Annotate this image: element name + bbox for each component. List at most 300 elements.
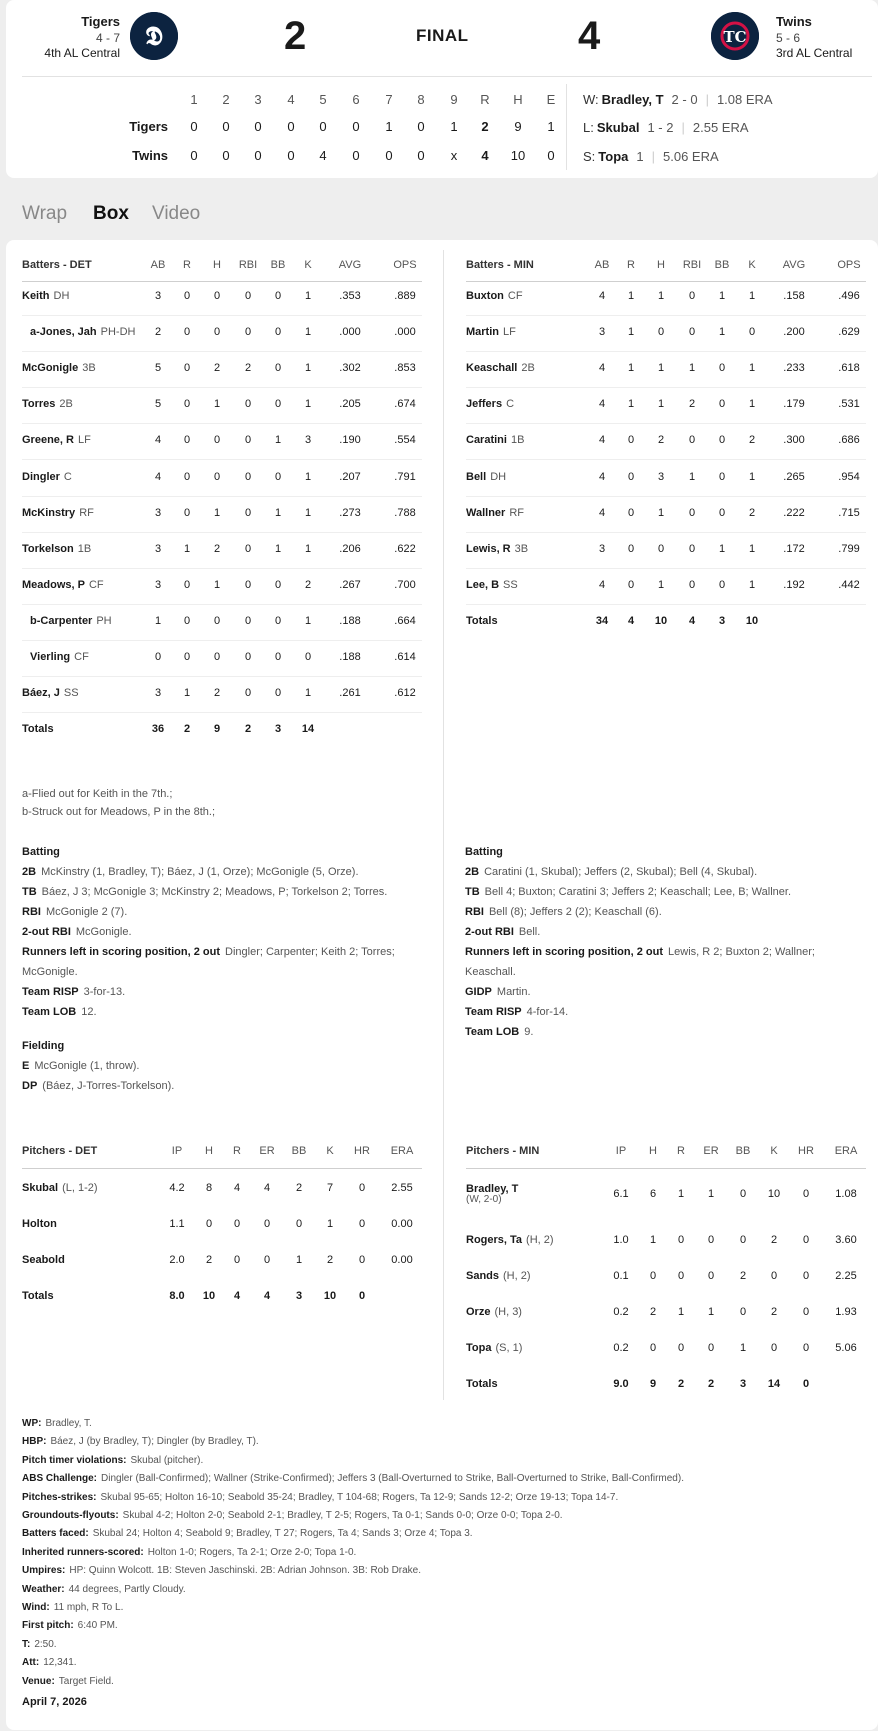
- pitcher-name[interactable]: [466, 1270, 531, 1282]
- pitcher-name-text[interactable]: Topa: [466, 1342, 492, 1354]
- batter-stat-cell: 2: [213, 542, 221, 555]
- decision-era: 2.55 ERA: [692, 120, 749, 135]
- batter-stat-cell: 0: [183, 290, 191, 302]
- row-rule: [22, 351, 422, 352]
- pitcher-name-text[interactable]: Bradley, T: [466, 1183, 519, 1195]
- scoreboard-card: [6, 0, 878, 178]
- linescore-cell: 1: [547, 119, 555, 134]
- linescore-header: 8: [417, 92, 425, 107]
- pitchers-column-header[interactable]: R: [677, 1145, 685, 1157]
- batter-stat-cell: 0: [183, 651, 191, 663]
- box-score-card: [6, 240, 878, 1730]
- batter-name[interactable]: [22, 398, 73, 410]
- batter-stat-cell: .799: [838, 542, 860, 555]
- game-info-line: [22, 1492, 618, 1503]
- batter-stat-cell: 0: [274, 614, 282, 627]
- pitcher-stat-cell: 0: [649, 1342, 657, 1354]
- batter-stat-cell: 2: [304, 578, 312, 591]
- batter-stat-cell: .302: [339, 362, 361, 375]
- batter-stat-cell: .622: [394, 542, 416, 555]
- game-info-text: Skubal 95-65; Holton 16-10; Seabold 35-24; Bradley, T 104-68; Rogers, Ta 12-9; Sands 12-2; Orze 19-13; Topa 14-7.: [100, 1491, 619, 1503]
- batter-stat-cell: 0: [154, 651, 162, 663]
- batters-column-header[interactable]: K: [304, 259, 312, 271]
- batter-position: CF: [74, 651, 89, 663]
- note-line: [465, 902, 662, 922]
- decision-separator: |: [705, 92, 709, 107]
- pitcher-stat-cell: 8: [205, 1182, 213, 1194]
- batter-stat-cell: .496: [838, 290, 860, 302]
- batter-name-text[interactable]: Torres: [22, 398, 56, 411]
- batter-name-text[interactable]: Greene, R: [22, 434, 74, 447]
- batter-stat-cell: 1: [748, 362, 756, 375]
- batter-stat-cell: 1: [304, 326, 312, 339]
- column-divider: [443, 250, 444, 1400]
- game-info-line: [22, 1657, 77, 1668]
- batter-stat-cell: .353: [339, 290, 361, 302]
- batter-stat-cell: 0: [244, 290, 252, 302]
- batters-column-header[interactable]: RBI: [682, 259, 702, 271]
- batter-name-text[interactable]: Jeffers: [466, 398, 503, 411]
- decision-label: L:: [583, 120, 594, 135]
- batter-name[interactable]: [466, 434, 524, 446]
- batter-stat-cell: 0: [748, 326, 756, 339]
- batters-column-header[interactable]: H: [657, 259, 665, 271]
- pitchers-column-header[interactable]: BB: [291, 1145, 307, 1157]
- batter-stat-cell: 1: [718, 290, 726, 302]
- batter-stat-cell: 0: [183, 326, 191, 339]
- batter-stat-cell: 1: [304, 687, 312, 700]
- pitchers-column-header[interactable]: H: [205, 1145, 213, 1157]
- batter-stat-cell: 0: [627, 542, 635, 555]
- linescore-cell: x: [450, 148, 458, 163]
- batter-name-text[interactable]: Dingler: [22, 470, 60, 483]
- pitcher-stat-cell: 0: [263, 1254, 271, 1266]
- batter-position: 1B: [510, 434, 525, 447]
- pitcher-stat-cell: 0: [295, 1218, 303, 1230]
- pitcher-name[interactable]: [466, 1234, 554, 1246]
- batter-name[interactable]: [466, 362, 535, 374]
- batter-name[interactable]: [466, 507, 524, 519]
- batter-stat-cell: 4: [154, 470, 162, 483]
- batter-name[interactable]: [466, 290, 523, 302]
- pitchers-column-header[interactable]: IP: [615, 1145, 627, 1157]
- note-text: Bell.: [518, 926, 541, 938]
- batters-column-header[interactable]: RBI: [238, 259, 258, 271]
- batter-name[interactable]: [466, 579, 518, 591]
- pitchers-column-header[interactable]: IP: [171, 1145, 183, 1157]
- note-label: Team RISP: [22, 986, 79, 998]
- batter-stat-cell: 0: [244, 542, 252, 555]
- pitcher-stat-cell: 0: [770, 1342, 778, 1354]
- linescore-header: E: [546, 92, 556, 107]
- batter-name-text[interactable]: McKinstry: [22, 506, 76, 519]
- batter-stat-cell: 0: [244, 651, 252, 663]
- pitchers-totals-cell: 0: [802, 1378, 810, 1390]
- pitcher-stat-cell: 0: [802, 1342, 810, 1354]
- batters-column-header[interactable]: K: [748, 259, 756, 271]
- game-info-text: Skubal 24; Holton 4; Seabold 9; Bradley, T 27; Rogers, Ta 4; Sands 3; Orze 4; Topa 3.: [92, 1528, 473, 1540]
- linescore-team-name[interactable]: Twins: [132, 148, 168, 163]
- pitchers-column-header[interactable]: BB: [735, 1145, 751, 1157]
- batter-stat-cell: 0: [657, 542, 665, 555]
- batter-stat-cell: .629: [838, 326, 860, 339]
- svg-text:TC: TC: [723, 28, 747, 46]
- game-info-line: [22, 1473, 684, 1484]
- game-info-text: Skubal (pitcher).: [130, 1454, 204, 1466]
- game-info-line: [22, 1455, 203, 1466]
- decision-separator: |: [651, 149, 656, 164]
- batter-stat-cell: 0: [183, 614, 191, 627]
- batter-name-text[interactable]: Keith: [22, 290, 50, 302]
- batter-stat-cell: 0: [688, 506, 696, 519]
- batter-name-text[interactable]: Caratini: [466, 434, 507, 447]
- batters-column-header[interactable]: AB: [594, 259, 610, 271]
- top-divider: [22, 76, 872, 77]
- decision-record: 1: [636, 149, 644, 164]
- pitcher-stat-cell: 0: [358, 1254, 366, 1266]
- linescore-header: R: [480, 92, 490, 107]
- batters-column-header[interactable]: BB: [714, 259, 730, 271]
- batter-stat-cell: 0: [274, 470, 282, 483]
- linescore-cell: 0: [352, 148, 360, 163]
- game-info-text: Bradley, T.: [45, 1418, 92, 1429]
- home-team-standing: 3rd AL Central: [776, 46, 853, 60]
- batter-stat-cell: 1: [213, 506, 221, 519]
- batter-stat-cell: 1: [304, 398, 312, 411]
- batters-column-header[interactable]: R: [183, 259, 191, 271]
- batter-stat-cell: 1: [274, 434, 282, 447]
- note-label: Runners left in scoring position, 2 out: [22, 946, 221, 958]
- batter-name[interactable]: [466, 471, 506, 483]
- pitchers-column-header[interactable]: H: [649, 1145, 657, 1157]
- pitcher-stat-cell: 0: [802, 1234, 810, 1246]
- batter-name[interactable]: [22, 362, 96, 374]
- batter-stat-cell: .531: [838, 398, 860, 411]
- pitcher-stat-cell: 0: [233, 1218, 241, 1230]
- game-info-label: ABS Challenge:: [22, 1473, 98, 1485]
- batters-column-header[interactable]: BB: [270, 259, 286, 271]
- batter-name-text[interactable]: Keaschall: [466, 362, 518, 375]
- row-rule: [22, 459, 422, 460]
- batter-name[interactable]: [30, 615, 112, 627]
- batter-name-text[interactable]: Lewis, R: [466, 542, 511, 555]
- batters-column-header[interactable]: H: [213, 259, 221, 271]
- batter-stat-cell: .788: [394, 506, 416, 519]
- batter-stat-cell: 0: [183, 506, 191, 519]
- game-info-label: Groundouts-flyouts:: [22, 1510, 119, 1521]
- batter-stat-cell: 4: [598, 362, 606, 375]
- batters-totals-cell: 10: [654, 614, 668, 627]
- batter-stat-cell: 0: [688, 542, 696, 555]
- pitcher-stat-cell: 0: [358, 1218, 366, 1230]
- batter-stat-cell: 1: [274, 542, 282, 555]
- batter-stat-cell: .300: [783, 434, 805, 447]
- linescore-header: 6: [352, 92, 360, 107]
- batter-stat-cell: 0: [244, 687, 252, 700]
- game-info-label: Umpires:: [22, 1565, 66, 1577]
- batter-stat-cell: 1: [627, 326, 635, 339]
- batter-name-text[interactable]: b-Carpenter: [30, 614, 93, 627]
- row-rule: [22, 604, 422, 605]
- pitcher-stat-cell: 1.93: [835, 1306, 857, 1318]
- pitcher-name-text[interactable]: Sands: [466, 1270, 500, 1282]
- pitchers-column-header[interactable]: ERA: [390, 1145, 414, 1157]
- game-info-line: [22, 1565, 421, 1576]
- pitchers-column-header[interactable]: HR: [354, 1145, 370, 1157]
- pitcher-stat-cell: 0: [233, 1254, 241, 1266]
- note-text: 12.: [81, 1006, 97, 1018]
- batter-stat-cell: 1: [304, 506, 312, 519]
- game-info-label: First pitch:: [22, 1620, 74, 1632]
- pitcher-stat-cell: 6: [649, 1188, 657, 1200]
- decision-pitcher-name[interactable]: Skubal: [596, 120, 640, 135]
- decision-record: 2 - 0: [671, 92, 698, 107]
- tigers-logo-icon[interactable]: [130, 12, 178, 60]
- batter-stat-cell: 1: [718, 326, 726, 339]
- game-info-label: Weather:: [22, 1583, 65, 1595]
- batter-name[interactable]: [22, 687, 79, 699]
- batter-stat-cell: 2: [748, 506, 756, 519]
- batter-name-text[interactable]: Buxton: [466, 290, 504, 302]
- batter-name-text[interactable]: a-Jones, Jah: [30, 326, 97, 339]
- linescore-cell: 4: [319, 148, 327, 163]
- linescore-cell: 0: [417, 148, 425, 163]
- game-info-label: T:: [22, 1638, 31, 1650]
- pitcher-stat-cell: 0: [802, 1306, 810, 1318]
- linescore-header: H: [513, 92, 523, 107]
- batter-stat-cell: 0: [183, 470, 191, 483]
- pitcher-name[interactable]: [22, 1218, 57, 1230]
- pitchers-column-header[interactable]: K: [770, 1145, 778, 1157]
- pitcher-stat-cell: 0: [707, 1270, 715, 1282]
- linescore-cell: 0: [254, 148, 262, 163]
- note-label: 2-out RBI: [465, 926, 514, 938]
- row-rule: [466, 423, 866, 424]
- batter-stat-cell: 0: [718, 362, 726, 375]
- batter-stat-cell: 0: [718, 470, 726, 483]
- note-line: [22, 1076, 174, 1096]
- home-team-name[interactable]: Twins: [776, 14, 812, 29]
- row-rule: [22, 568, 422, 569]
- linescore-cell: 0: [547, 148, 555, 163]
- batter-stat-cell: .265: [783, 470, 805, 483]
- pitcher-stat-cell: 0: [205, 1218, 213, 1230]
- batter-position: LF: [503, 326, 516, 339]
- pitcher-stat-cell: 1.1: [169, 1218, 185, 1230]
- batter-stat-cell: 0: [304, 651, 312, 663]
- game-info-line: [22, 1620, 118, 1631]
- batter-name[interactable]: [22, 543, 91, 555]
- batter-name[interactable]: [466, 398, 514, 410]
- tab-video[interactable]: Video: [152, 203, 201, 224]
- game-info-text: 6:40 PM.: [77, 1620, 118, 1632]
- batter-stat-cell: .612: [394, 687, 416, 700]
- pitchers-column-header[interactable]: R: [233, 1145, 241, 1157]
- batter-stat-cell: .188: [339, 614, 361, 627]
- batter-stat-cell: 1: [304, 470, 312, 483]
- batter-name[interactable]: [30, 326, 135, 338]
- batter-stat-cell: 0: [627, 470, 635, 483]
- row-rule: [466, 387, 866, 388]
- pitcher-decision-note: (H, 2): [526, 1234, 554, 1246]
- pitcher-stat-cell: 0.00: [391, 1254, 413, 1266]
- batters-totals-cell: 9: [213, 723, 221, 736]
- batter-stat-cell: 3: [598, 326, 606, 339]
- batters-column-header[interactable]: R: [627, 259, 635, 271]
- batter-name[interactable]: [22, 579, 104, 591]
- tab-box[interactable]: Box: [93, 203, 129, 224]
- pitcher-name[interactable]: [466, 1342, 522, 1354]
- batters-column-header[interactable]: AB: [150, 259, 166, 271]
- decision-pitcher-name[interactable]: Bradley, T: [601, 92, 664, 107]
- decision-era: 5.06 ERA: [663, 149, 719, 164]
- pitcher-name-text[interactable]: Orze: [466, 1306, 491, 1318]
- batter-stat-cell: .000: [394, 326, 416, 339]
- note-line: [22, 962, 78, 982]
- pitcher-stat-cell: 0: [802, 1270, 810, 1282]
- batter-stat-cell: .206: [339, 542, 361, 555]
- game-info-label: Pitches-strikes:: [22, 1491, 97, 1503]
- game-info-text: 12,341.: [43, 1657, 77, 1669]
- batter-stat-cell: 2: [657, 434, 665, 447]
- batter-name-text[interactable]: McGonigle: [22, 362, 79, 375]
- batter-stat-cell: 2: [213, 687, 221, 700]
- batter-stat-cell: 3: [657, 470, 665, 483]
- row-rule: [466, 604, 866, 605]
- note-line: [465, 862, 757, 882]
- batter-position: CF: [507, 290, 523, 302]
- linescore-header: 9: [450, 92, 458, 107]
- pitchers-header-rule: [466, 1168, 866, 1169]
- batter-name-text[interactable]: Meadows, P: [22, 578, 85, 591]
- batter-stat-cell: .889: [394, 290, 416, 302]
- linescore-cell: 1: [450, 119, 458, 134]
- pitcher-stat-cell: 0: [677, 1270, 685, 1282]
- batter-name-text[interactable]: Lee, B: [466, 578, 500, 591]
- linescore-cell: 1: [385, 119, 393, 134]
- pitcher-name-text[interactable]: Holton: [22, 1218, 57, 1230]
- section-title: Fielding: [22, 1040, 65, 1052]
- batter-stat-cell: 3: [154, 506, 162, 519]
- note-line: [22, 882, 387, 902]
- note-text: McGonigle 2 (7).: [45, 906, 128, 918]
- pitcher-name[interactable]: [466, 1306, 522, 1318]
- batter-stat-cell: 1: [627, 290, 635, 302]
- note-line: [22, 942, 395, 962]
- pitchers-column-header[interactable]: ER: [703, 1145, 719, 1157]
- game-info-label: Batters faced:: [22, 1528, 89, 1540]
- batter-stat-cell: .179: [783, 398, 805, 411]
- note-label: Team RISP: [465, 1006, 522, 1018]
- batter-stat-cell: 1: [657, 290, 665, 302]
- row-rule: [22, 640, 422, 641]
- pitcher-stat-cell: 6.1: [613, 1188, 629, 1200]
- batter-name[interactable]: [22, 507, 94, 519]
- note-label: TB: [465, 886, 480, 898]
- home-score: 4: [578, 14, 601, 58]
- batter-stat-cell: .686: [838, 434, 860, 447]
- pitcher-name-text[interactable]: Seabold: [22, 1254, 65, 1266]
- pitchers-totals-cell: 2: [707, 1378, 715, 1390]
- batter-name-text[interactable]: Wallner: [466, 506, 506, 519]
- tab-wrap[interactable]: Wrap: [22, 203, 68, 224]
- batters-column-header[interactable]: AVG: [782, 259, 806, 271]
- note-text: McGonigle.: [75, 926, 132, 938]
- pitchers-column-header[interactable]: ER: [259, 1145, 275, 1157]
- twins-logo-icon[interactable]: [711, 12, 759, 60]
- section-title: Batting: [22, 846, 60, 858]
- linescore-cell: 0: [190, 148, 198, 163]
- pitcher-stat-cell: 0.1: [613, 1270, 629, 1282]
- pitcher-stat-cell: 1: [739, 1342, 747, 1354]
- batter-name[interactable]: [22, 290, 69, 302]
- batter-name-text[interactable]: Torkelson: [22, 542, 74, 555]
- batter-stat-cell: 1: [183, 687, 191, 700]
- note-line: [465, 962, 516, 982]
- pitcher-name-text[interactable]: Rogers, Ta: [466, 1234, 523, 1246]
- batter-name[interactable]: [22, 434, 91, 446]
- pitchers-column-header[interactable]: ERA: [834, 1145, 858, 1157]
- batters-column-header[interactable]: OPS: [837, 259, 861, 271]
- pitcher-stat-cell: 0: [263, 1218, 271, 1230]
- pitcher-name[interactable]: [466, 1183, 518, 1205]
- note-label: RBI: [465, 906, 484, 918]
- batter-stat-cell: 1: [657, 578, 665, 591]
- row-rule: [466, 459, 866, 460]
- pitcher-stat-cell: 2.0: [169, 1254, 185, 1266]
- linescore-team-name[interactable]: Tigers: [129, 119, 168, 134]
- batter-name-text[interactable]: Bell: [466, 470, 487, 483]
- note-text: 9.: [524, 1026, 534, 1038]
- batter-name[interactable]: [466, 543, 528, 555]
- game-info-label: Att:: [22, 1657, 40, 1669]
- batter-name-text[interactable]: Martin: [466, 326, 499, 339]
- note-line: [22, 1056, 140, 1076]
- batter-stat-cell: .618: [838, 362, 860, 375]
- batter-stat-cell: 0: [244, 434, 252, 447]
- pitcher-name[interactable]: [22, 1254, 65, 1266]
- sub-note: a-Flied out for Keith in the 7th.;: [22, 788, 173, 800]
- batter-stat-cell: 0: [688, 290, 696, 302]
- batters-column-header[interactable]: AVG: [338, 259, 362, 271]
- away-team-name[interactable]: Tigers: [81, 14, 120, 29]
- pitcher-name[interactable]: [22, 1182, 98, 1194]
- batter-position: 3B: [82, 362, 96, 375]
- batter-name[interactable]: [30, 651, 89, 663]
- pitcher-stat-cell: 1: [677, 1188, 685, 1200]
- batter-stat-cell: 0: [718, 578, 726, 591]
- batter-stat-cell: 0: [274, 651, 282, 663]
- row-rule: [22, 423, 422, 424]
- note-text: Caratini (1, Skubal); Jeffers (2, Skubal); Bell (4, Skubal).: [484, 866, 758, 878]
- batter-stat-cell: 0: [244, 578, 252, 591]
- pitcher-stat-cell: 1: [295, 1254, 303, 1266]
- pitchers-column-header[interactable]: HR: [798, 1145, 814, 1157]
- batter-name-text[interactable]: Báez, J: [22, 687, 60, 700]
- decision-pitcher-name[interactable]: Topa: [598, 149, 629, 164]
- batter-name-text[interactable]: Vierling: [30, 651, 71, 663]
- batter-stat-cell: 1: [688, 362, 696, 375]
- batter-stat-cell: 0: [213, 326, 221, 339]
- game-info-line: [22, 1528, 473, 1539]
- pitcher-name-text[interactable]: Skubal: [22, 1182, 59, 1194]
- batter-stat-cell: 0: [718, 434, 726, 447]
- batter-stat-cell: 0: [183, 362, 191, 375]
- batter-name[interactable]: [466, 326, 516, 338]
- batter-name[interactable]: [22, 471, 72, 483]
- batters-column-header[interactable]: OPS: [393, 259, 417, 271]
- pitchers-column-header[interactable]: K: [326, 1145, 334, 1157]
